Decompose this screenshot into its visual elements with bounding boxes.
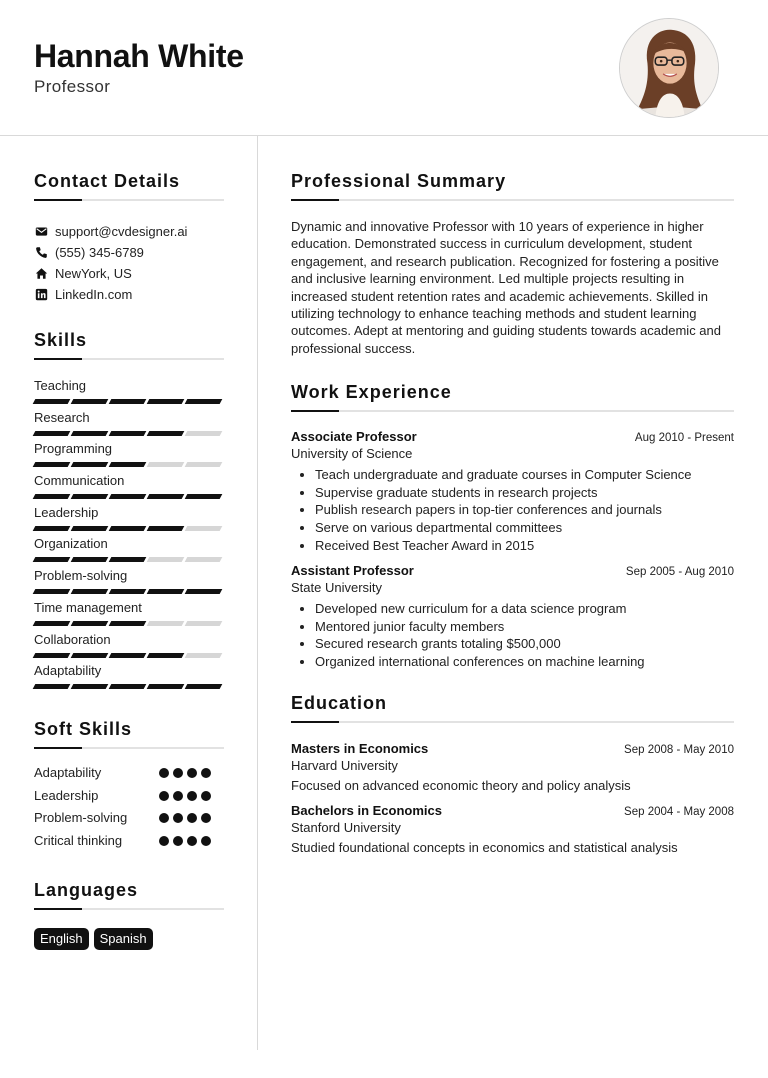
skill-level-segment xyxy=(185,557,223,562)
skills-list xyxy=(34,378,224,695)
skill-level-segment xyxy=(147,462,185,467)
skill-level-segment xyxy=(33,494,71,499)
education-degree: Bachelors in Economics xyxy=(291,802,442,818)
skill-name: Programming xyxy=(34,441,113,457)
contact-list xyxy=(34,221,224,305)
rating-dot xyxy=(187,768,197,778)
skill-level-segment xyxy=(71,684,109,689)
job-bullet: • Secured research grants totaling $500,000 xyxy=(315,635,734,653)
soft-skill-name: Problem-solving xyxy=(34,810,128,826)
skill-level-segment xyxy=(33,526,71,531)
skill-item xyxy=(34,568,224,600)
summary-heading: Professional Summary xyxy=(291,171,507,191)
contact-linkedin[interactable] xyxy=(34,284,224,305)
skill-level-bar xyxy=(34,653,224,658)
language-badge: English xyxy=(34,928,89,950)
skill-name: Organization xyxy=(34,536,108,552)
skill-level-segment xyxy=(109,653,147,658)
skill-level-segment xyxy=(147,621,185,626)
skill-level-segment xyxy=(71,526,109,531)
skill-level-segment xyxy=(185,462,223,467)
skill-item xyxy=(34,536,224,568)
skill-level-segment xyxy=(33,431,71,436)
linkedin-icon xyxy=(34,288,48,302)
skill-level-segment xyxy=(147,431,185,436)
education-description: Focused on advanced economic theory and policy analysis xyxy=(291,777,631,793)
skill-level-segment xyxy=(33,462,71,467)
skill-level-segment xyxy=(109,462,147,467)
education-school: Stanford University xyxy=(291,819,401,835)
job-entry xyxy=(291,563,734,670)
skill-level-bar xyxy=(34,557,224,562)
skill-level-segment xyxy=(33,684,71,689)
languages-section xyxy=(34,880,224,950)
skill-level-segment xyxy=(147,557,185,562)
contact-section xyxy=(34,171,224,305)
experience-section xyxy=(291,382,734,670)
job-entry xyxy=(291,429,734,554)
job-bullet: • Organized international conferences on machine learning xyxy=(315,653,734,671)
education-description: Studied foundational concepts in economics and statistical analysis xyxy=(291,839,678,855)
soft-skill-rating xyxy=(159,788,219,801)
education-date: Sep 2004 - May 2008 xyxy=(624,805,734,818)
rating-dot xyxy=(159,768,169,778)
rating-dot xyxy=(201,813,211,823)
education-entry xyxy=(291,741,734,793)
job-date: Aug 2010 - Present xyxy=(634,432,734,445)
profile-photo-illustration xyxy=(620,19,718,117)
envelope-icon xyxy=(34,225,48,239)
skill-level-segment xyxy=(185,621,223,626)
skill-level-segment xyxy=(33,653,71,658)
skill-name: Leadership xyxy=(34,504,99,520)
languages-heading: Languages xyxy=(34,879,139,900)
rating-dot xyxy=(187,836,197,846)
soft-skills-list xyxy=(34,765,224,856)
skill-level-segment xyxy=(33,589,71,594)
skill-level-bar xyxy=(34,684,224,689)
contact-location xyxy=(34,263,224,284)
home-icon xyxy=(34,267,48,281)
summary-text: Dynamic and innovative Professor with 10 years of experience in higher education. Demonstrated success in curriculum development, student engagement, and research publication. Recognized for fostering a positive and inclusive learning environment. Led multiple projects resulting in increased student retention rates and academic achievements. Skilled in utilizing technology to enhance teaching methods and student learning outcomes. Adept at mentoring and guiding students towards academic and professional success. xyxy=(291,219,721,356)
skill-level-bar xyxy=(34,621,224,626)
skill-item xyxy=(34,473,224,505)
skill-level-segment xyxy=(71,589,109,594)
skills-section xyxy=(34,330,224,695)
candidate-name: Hannah White xyxy=(34,38,244,74)
skill-level-segment xyxy=(109,399,147,404)
profile-photo xyxy=(619,18,719,118)
contact-linkedin-text: LinkedIn.com xyxy=(55,287,133,302)
soft-skills-section xyxy=(34,719,224,856)
skill-item xyxy=(34,663,224,695)
job-role: Assistant Professor xyxy=(291,563,414,579)
skill-level-segment xyxy=(109,557,147,562)
skill-level-segment xyxy=(71,557,109,562)
skill-level-segment xyxy=(109,526,147,531)
skill-item xyxy=(34,505,224,537)
skill-item xyxy=(34,378,224,410)
rating-dot xyxy=(173,791,183,801)
education-date: Sep 2008 - May 2010 xyxy=(624,743,734,756)
contact-phone-text: (555) 345-6789 xyxy=(55,245,144,260)
skill-item xyxy=(34,410,224,442)
job-bullet: • Serve on various departmental committees xyxy=(315,519,734,537)
skill-level-segment xyxy=(109,621,147,626)
job-organization: State University xyxy=(291,580,383,596)
experience-heading-rule xyxy=(291,410,734,412)
job-date: Sep 2005 - Aug 2010 xyxy=(625,566,734,579)
language-badge: Spanish xyxy=(94,928,153,950)
skill-name: Problem-solving xyxy=(34,568,128,584)
skill-level-bar xyxy=(34,494,224,499)
skill-level-segment xyxy=(109,589,147,594)
skill-level-bar xyxy=(34,399,224,404)
soft-skill-name: Adaptability xyxy=(34,764,102,780)
soft-skill-item xyxy=(34,788,224,811)
skill-level-segment xyxy=(71,462,109,467)
languages-list xyxy=(34,928,224,950)
resume-header xyxy=(0,0,768,136)
skill-level-segment xyxy=(71,621,109,626)
skill-item xyxy=(34,441,224,473)
candidate-title: Professor xyxy=(34,77,111,96)
skill-level-segment xyxy=(185,431,223,436)
skill-level-segment xyxy=(71,653,109,658)
education-school: Harvard University xyxy=(291,757,398,773)
education-heading-rule xyxy=(291,721,734,723)
summary-heading-rule xyxy=(291,199,734,201)
education-entry xyxy=(291,803,734,855)
rating-dot xyxy=(201,791,211,801)
job-bullet: • Received Best Teacher Award in 2015 xyxy=(315,537,734,555)
skill-level-segment xyxy=(109,684,147,689)
contact-phone[interactable] xyxy=(34,242,224,263)
education-degree: Masters in Economics xyxy=(291,740,429,756)
education-section xyxy=(291,693,734,855)
languages-heading-rule xyxy=(34,908,224,910)
rating-dot xyxy=(187,791,197,801)
job-role: Associate Professor xyxy=(291,429,417,445)
job-bullets xyxy=(291,600,734,670)
skill-level-segment xyxy=(185,589,223,594)
skill-level-segment xyxy=(33,399,71,404)
soft-skill-rating xyxy=(159,810,219,823)
skill-item xyxy=(34,632,224,664)
skill-level-bar xyxy=(34,526,224,531)
skills-heading: Skills xyxy=(34,330,88,350)
phone-icon xyxy=(34,246,48,260)
skill-level-segment xyxy=(147,684,185,689)
skill-level-segment xyxy=(147,526,185,531)
rating-dot xyxy=(201,836,211,846)
skill-level-segment xyxy=(71,399,109,404)
right-column xyxy=(291,136,734,855)
soft-skill-name: Leadership xyxy=(34,787,99,803)
soft-skill-name: Critical thinking xyxy=(34,832,123,848)
skill-level-segment xyxy=(71,431,109,436)
skill-level-segment xyxy=(147,653,185,658)
rating-dot xyxy=(159,791,169,801)
skill-level-segment xyxy=(33,621,71,626)
skill-level-segment xyxy=(71,494,109,499)
rating-dot xyxy=(173,836,183,846)
skill-level-bar xyxy=(34,431,224,436)
column-divider xyxy=(257,136,258,1050)
soft-skills-heading: Soft Skills xyxy=(34,718,133,739)
skill-level-segment xyxy=(185,399,223,404)
rating-dot xyxy=(187,813,197,823)
contact-heading-rule xyxy=(34,199,224,201)
education-heading: Education xyxy=(291,692,388,713)
job-organization: University of Science xyxy=(291,446,413,462)
skills-heading-rule xyxy=(34,358,224,360)
job-bullet: • Publish research papers in top-tier conferences and journals xyxy=(315,501,734,519)
skill-name: Research xyxy=(34,409,90,425)
skill-level-segment xyxy=(147,589,185,594)
contact-email[interactable] xyxy=(34,221,224,242)
soft-skill-rating xyxy=(159,765,219,778)
skill-level-segment xyxy=(185,653,223,658)
skill-level-segment xyxy=(33,557,71,562)
left-column xyxy=(34,136,224,950)
experience-heading: Work Experience xyxy=(291,382,452,403)
contact-location-text: NewYork, US xyxy=(55,266,132,281)
job-bullet: • Developed new curriculum for a data science program xyxy=(315,600,734,618)
job-bullets xyxy=(291,466,734,554)
skill-level-segment xyxy=(185,526,223,531)
skill-level-segment xyxy=(185,494,223,499)
job-bullet: • Mentored junior faculty members xyxy=(315,618,734,636)
skill-level-segment xyxy=(147,399,185,404)
soft-skill-rating xyxy=(159,833,219,846)
contact-heading: Contact Details xyxy=(34,171,181,191)
skill-level-bar xyxy=(34,589,224,594)
skill-name: Teaching xyxy=(34,378,87,393)
soft-skill-item xyxy=(34,765,224,788)
rating-dot xyxy=(173,768,183,778)
rating-dot xyxy=(159,813,169,823)
skill-level-segment xyxy=(185,684,223,689)
skill-level-segment xyxy=(109,494,147,499)
rating-dot xyxy=(201,768,211,778)
skill-level-bar xyxy=(34,462,224,467)
skill-name: Adaptability xyxy=(34,663,102,679)
soft-skill-item xyxy=(34,833,224,856)
skill-name: Communication xyxy=(34,473,125,489)
contact-email-text: support@cvdesigner.ai xyxy=(55,224,188,239)
skill-level-segment xyxy=(147,494,185,499)
rating-dot xyxy=(159,836,169,846)
skill-level-segment xyxy=(109,431,147,436)
summary-section xyxy=(291,171,734,357)
soft-skills-heading-rule xyxy=(34,747,224,749)
job-bullet: • Teach undergraduate and graduate courses in Computer Science xyxy=(315,466,734,484)
skill-item xyxy=(34,600,224,632)
skill-name: Collaboration xyxy=(34,631,111,647)
rating-dot xyxy=(173,813,183,823)
skill-name: Time management xyxy=(34,599,142,615)
soft-skill-item xyxy=(34,810,224,833)
job-bullet: • Supervise graduate students in research projects xyxy=(315,484,734,502)
